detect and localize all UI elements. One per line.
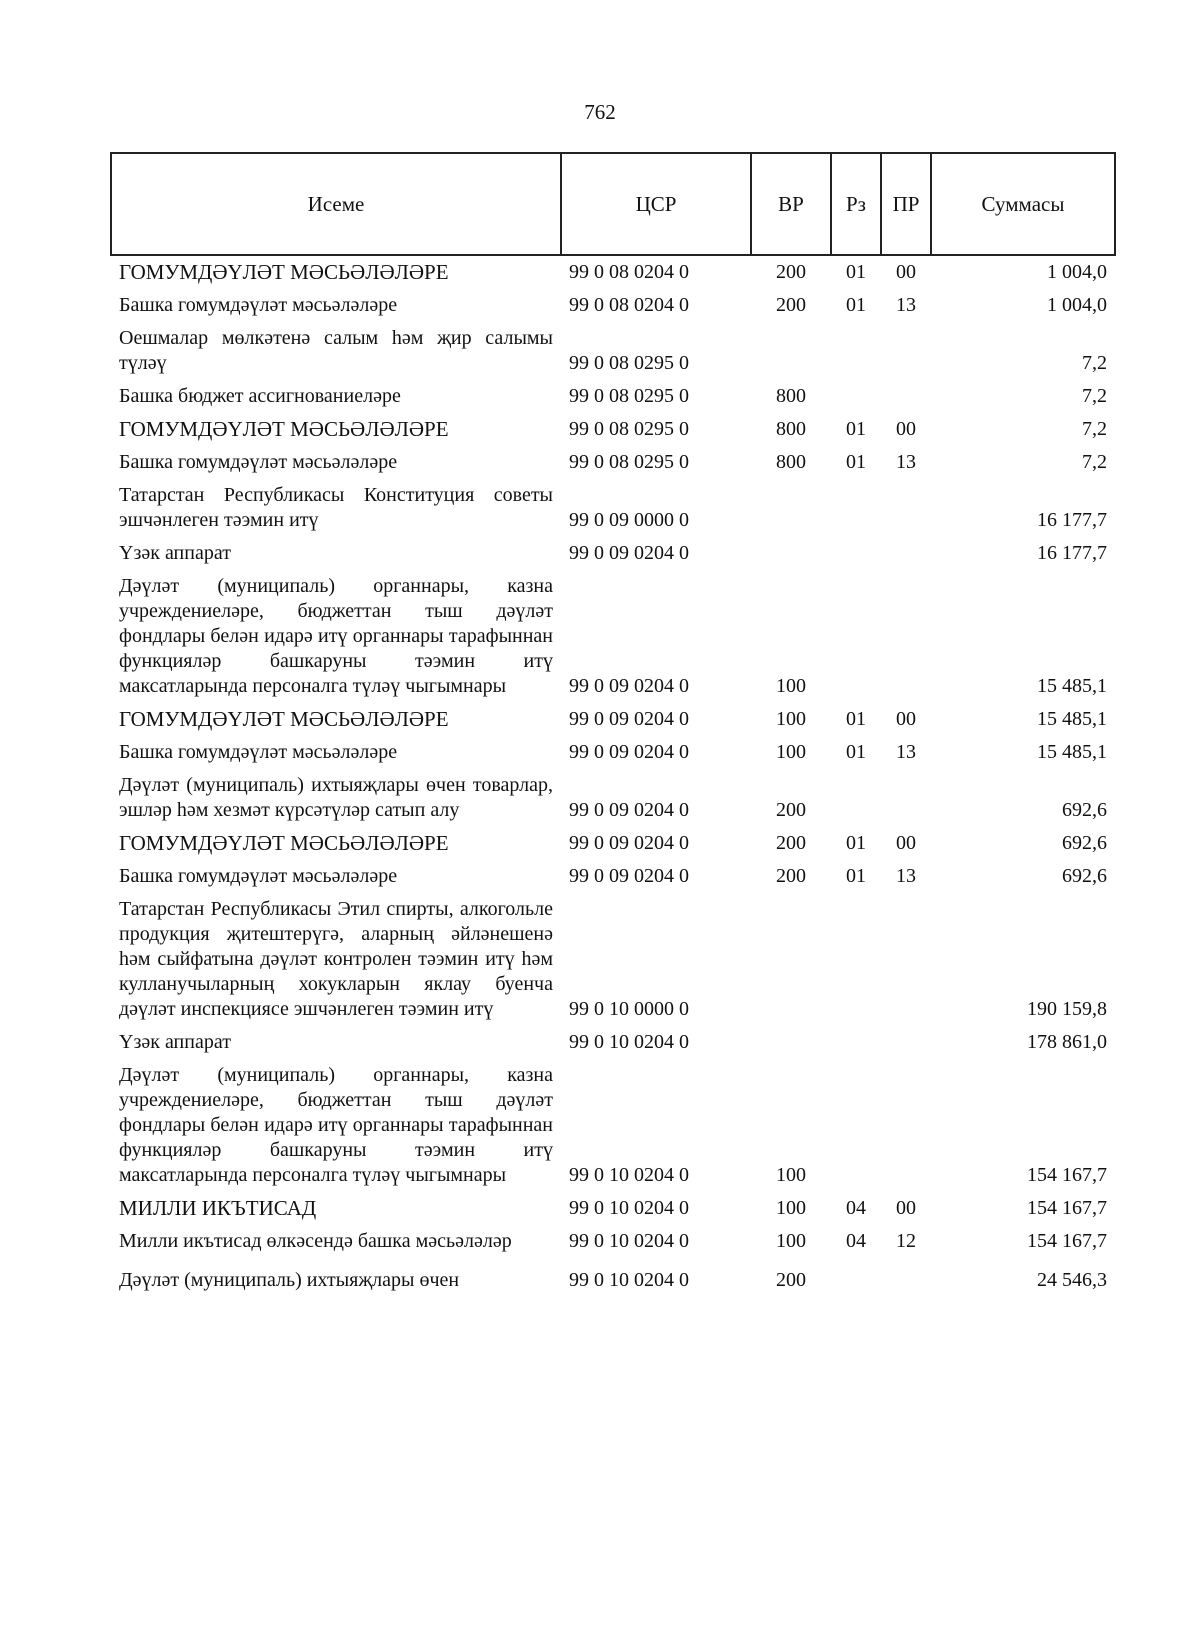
cell-vr: 800 xyxy=(776,451,806,473)
cell-pr xyxy=(881,380,931,413)
cell-vr: 200 xyxy=(776,865,806,887)
cell-pr xyxy=(881,1059,931,1192)
table-body xyxy=(111,255,1115,1297)
cell-csr: 99 0 10 0204 0 xyxy=(569,1269,689,1291)
cell-rz: 01 xyxy=(846,865,866,887)
cell-csr: 99 0 10 0204 0 xyxy=(569,1197,689,1219)
cell-sum: 154 167,7 xyxy=(1027,1197,1107,1219)
cell-csr: 99 0 09 0204 0 xyxy=(569,708,689,730)
cell-name: ГОМУМДӘҮЛӘТ МӘСЬӘЛӘЛӘРЕ xyxy=(119,260,449,284)
cell-csr: 99 0 08 0295 0 xyxy=(569,418,689,440)
cell-sum: 7,2 xyxy=(1082,451,1107,473)
cell-sum: 7,2 xyxy=(1082,385,1107,407)
cell-rz xyxy=(831,893,881,1026)
cell-csr: 99 0 09 0204 0 xyxy=(569,675,689,697)
cell-rz: 01 xyxy=(846,832,866,854)
cell-name: Дәүләт (муниципаль) органнары, казна учреждениеләре, бюджеттан тыш дәүләт фондлары белән идарә итү органнары тарафыннан функцияләр башкаруны тәэмин итү максатларында персоналга түләү чыгымнары xyxy=(119,575,553,697)
cell-vr: 100 xyxy=(776,1197,806,1219)
column-header-vr: ВР xyxy=(751,153,831,255)
cell-name: Үзәк аппарат xyxy=(119,1031,231,1053)
cell-vr: 800 xyxy=(776,418,806,440)
cell-vr xyxy=(751,322,831,380)
table-row xyxy=(111,893,1115,1026)
cell-rz xyxy=(831,769,881,827)
cell-vr: 100 xyxy=(776,675,806,697)
cell-csr: 99 0 10 0204 0 xyxy=(569,1230,689,1252)
table-row xyxy=(111,1225,1115,1258)
column-header-csr: ЦСР xyxy=(561,153,751,255)
cell-rz: 04 xyxy=(846,1230,866,1252)
cell-sum: 692,6 xyxy=(1062,799,1107,821)
cell-rz xyxy=(831,570,881,703)
cell-name: ГОМУМДӘҮЛӘТ МӘСЬӘЛӘЛӘРЕ xyxy=(119,707,449,731)
cell-csr: 99 0 08 0295 0 xyxy=(569,385,689,407)
cell-sum: 1 004,0 xyxy=(1047,294,1107,316)
table-header xyxy=(111,153,1115,255)
cell-sum: 15 485,1 xyxy=(1037,741,1107,763)
cell-pr: 13 xyxy=(896,294,916,316)
cell-name: МИЛЛИ ИКЪТИСАД xyxy=(119,1196,317,1220)
cell-csr: 99 0 10 0000 0 xyxy=(569,998,689,1020)
cell-sum: 692,6 xyxy=(1062,865,1107,887)
table-row xyxy=(111,1026,1115,1059)
cell-pr: 12 xyxy=(896,1230,916,1252)
cell-name: Дәүләт (муниципаль) ихтыяҗлары өчен xyxy=(119,1269,460,1291)
cell-csr: 99 0 09 0204 0 xyxy=(569,542,689,564)
cell-sum: 7,2 xyxy=(1082,352,1107,374)
cell-sum: 154 167,7 xyxy=(1027,1164,1107,1186)
cell-pr xyxy=(881,1258,931,1297)
table-row xyxy=(111,413,1115,446)
cell-pr xyxy=(881,893,931,1026)
table-row xyxy=(111,322,1115,380)
cell-name: Татарстан Республикасы Этил спирты, алкогольле продукция җитештерүгә, аларның әйләнешенә һәм сыйфатына дәүләт контролен тәэмин итү һәм кулланучыларның хокукларын яклау буенча дәүләт инспекциясе эшчәнлеген тәэмин итү xyxy=(119,898,553,1020)
column-header-pr: ПР xyxy=(881,153,931,255)
cell-csr: 99 0 09 0204 0 xyxy=(569,799,689,821)
cell-rz xyxy=(831,537,881,570)
cell-sum: 154 167,7 xyxy=(1027,1230,1107,1252)
table-row xyxy=(111,860,1115,893)
cell-rz xyxy=(831,1258,881,1297)
cell-csr: 99 0 09 0204 0 xyxy=(569,865,689,887)
cell-pr: 13 xyxy=(896,451,916,473)
cell-vr: 100 xyxy=(776,1230,806,1252)
cell-rz xyxy=(831,1026,881,1059)
cell-pr xyxy=(881,769,931,827)
cell-vr: 200 xyxy=(776,799,806,821)
cell-vr: 200 xyxy=(776,261,806,283)
cell-vr: 100 xyxy=(776,741,806,763)
cell-pr: 13 xyxy=(896,865,916,887)
cell-vr xyxy=(751,893,831,1026)
column-header-sum: Суммасы xyxy=(931,153,1115,255)
cell-sum: 7,2 xyxy=(1082,418,1107,440)
cell-vr: 100 xyxy=(776,1164,806,1186)
table-row xyxy=(111,1258,1115,1297)
cell-rz: 01 xyxy=(846,261,866,283)
cell-rz: 04 xyxy=(846,1197,866,1219)
budget-table xyxy=(110,152,1116,1297)
table-row xyxy=(111,479,1115,537)
cell-pr: 00 xyxy=(896,1197,916,1219)
cell-vr: 200 xyxy=(776,1269,806,1291)
cell-pr xyxy=(881,479,931,537)
cell-sum: 692,6 xyxy=(1062,832,1107,854)
table-row xyxy=(111,1192,1115,1225)
table-row xyxy=(111,537,1115,570)
cell-csr: 99 0 10 0204 0 xyxy=(569,1031,689,1053)
cell-sum: 1 004,0 xyxy=(1047,261,1107,283)
table-row xyxy=(111,736,1115,769)
table-row xyxy=(111,446,1115,479)
cell-vr xyxy=(751,479,831,537)
cell-rz: 01 xyxy=(846,294,866,316)
cell-name: ГОМУМДӘҮЛӘТ МӘСЬӘЛӘЛӘРЕ xyxy=(119,417,449,441)
cell-pr: 13 xyxy=(896,741,916,763)
page-number: 762 xyxy=(584,100,616,124)
cell-sum: 24 546,3 xyxy=(1037,1269,1107,1291)
cell-vr: 800 xyxy=(776,385,806,407)
cell-name: Дәүләт (муниципаль) ихтыяҗлары өчен товарлар, эшләр һәм хезмәт күрсәтүләр сатып алу xyxy=(119,774,553,821)
cell-pr xyxy=(881,537,931,570)
cell-csr: 99 0 09 0204 0 xyxy=(569,741,689,763)
cell-rz: 01 xyxy=(846,741,866,763)
table-row xyxy=(111,827,1115,860)
cell-vr: 100 xyxy=(776,708,806,730)
column-header-rz: Рз xyxy=(831,153,881,255)
table-row xyxy=(111,380,1115,413)
cell-name: Оешмалар мөлкәтенә салым һәм җир салымы түләү xyxy=(119,327,553,374)
cell-csr: 99 0 08 0204 0 xyxy=(569,294,689,316)
cell-rz: 01 xyxy=(846,418,866,440)
cell-name: Башка гомумдәүләт мәсьәләләре xyxy=(119,865,398,887)
cell-name: Дәүләт (муниципаль) органнары, казна учреждениеләре, бюджеттан тыш дәүләт фондлары белән идарә итү органнары тарафыннан функцияләр башкаруны тәэмин итү максатларында персоналга түләү чыгымнары xyxy=(119,1064,553,1186)
cell-name: Башка гомумдәүләт мәсьәләләре xyxy=(119,294,398,316)
cell-vr: 200 xyxy=(776,832,806,854)
cell-pr: 00 xyxy=(896,708,916,730)
table-row xyxy=(111,570,1115,703)
cell-sum: 15 485,1 xyxy=(1037,675,1107,697)
cell-sum: 190 159,8 xyxy=(1027,998,1107,1020)
cell-name: Татарстан Республикасы Конституция советы эшчәнлеген тәэмин итү xyxy=(119,484,553,531)
cell-csr: 99 0 08 0295 0 xyxy=(569,451,689,473)
cell-csr: 99 0 10 0204 0 xyxy=(569,1164,689,1186)
cell-pr xyxy=(881,1026,931,1059)
cell-csr: 99 0 08 0204 0 xyxy=(569,261,689,283)
cell-pr xyxy=(881,322,931,380)
cell-name: Башка гомумдәүләт мәсьәләләре xyxy=(119,741,398,763)
cell-name: Милли икътисад өлкәсендә башка мәсьәләләр xyxy=(119,1230,512,1252)
cell-name: ГОМУМДӘҮЛӘТ МӘСЬӘЛӘЛӘРЕ xyxy=(119,831,449,855)
cell-vr xyxy=(751,1026,831,1059)
cell-pr: 00 xyxy=(896,832,916,854)
cell-sum: 16 177,7 xyxy=(1037,509,1107,531)
cell-vr xyxy=(751,537,831,570)
column-header-name: Исеме xyxy=(111,153,561,255)
cell-pr: 00 xyxy=(896,418,916,440)
table-row xyxy=(111,1059,1115,1192)
cell-sum: 15 485,1 xyxy=(1037,708,1107,730)
cell-pr xyxy=(881,570,931,703)
cell-name: Башка гомумдәүләт мәсьәләләре xyxy=(119,451,398,473)
cell-name: Башка бюджет ассигнованиеләре xyxy=(119,385,401,407)
cell-csr: 99 0 09 0204 0 xyxy=(569,832,689,854)
cell-rz: 01 xyxy=(846,451,866,473)
cell-sum: 16 177,7 xyxy=(1037,542,1107,564)
table-row xyxy=(111,703,1115,736)
table-row xyxy=(111,769,1115,827)
cell-rz xyxy=(831,322,881,380)
cell-csr: 99 0 09 0000 0 xyxy=(569,509,689,531)
cell-vr: 200 xyxy=(776,294,806,316)
cell-sum: 178 861,0 xyxy=(1027,1031,1107,1053)
cell-rz xyxy=(831,380,881,413)
cell-rz: 01 xyxy=(846,708,866,730)
cell-rz xyxy=(831,479,881,537)
table-row xyxy=(111,255,1115,289)
cell-pr: 00 xyxy=(896,261,916,283)
cell-rz xyxy=(831,1059,881,1192)
cell-name: Үзәк аппарат xyxy=(119,542,231,564)
table-row xyxy=(111,289,1115,322)
cell-csr: 99 0 08 0295 0 xyxy=(569,352,689,374)
